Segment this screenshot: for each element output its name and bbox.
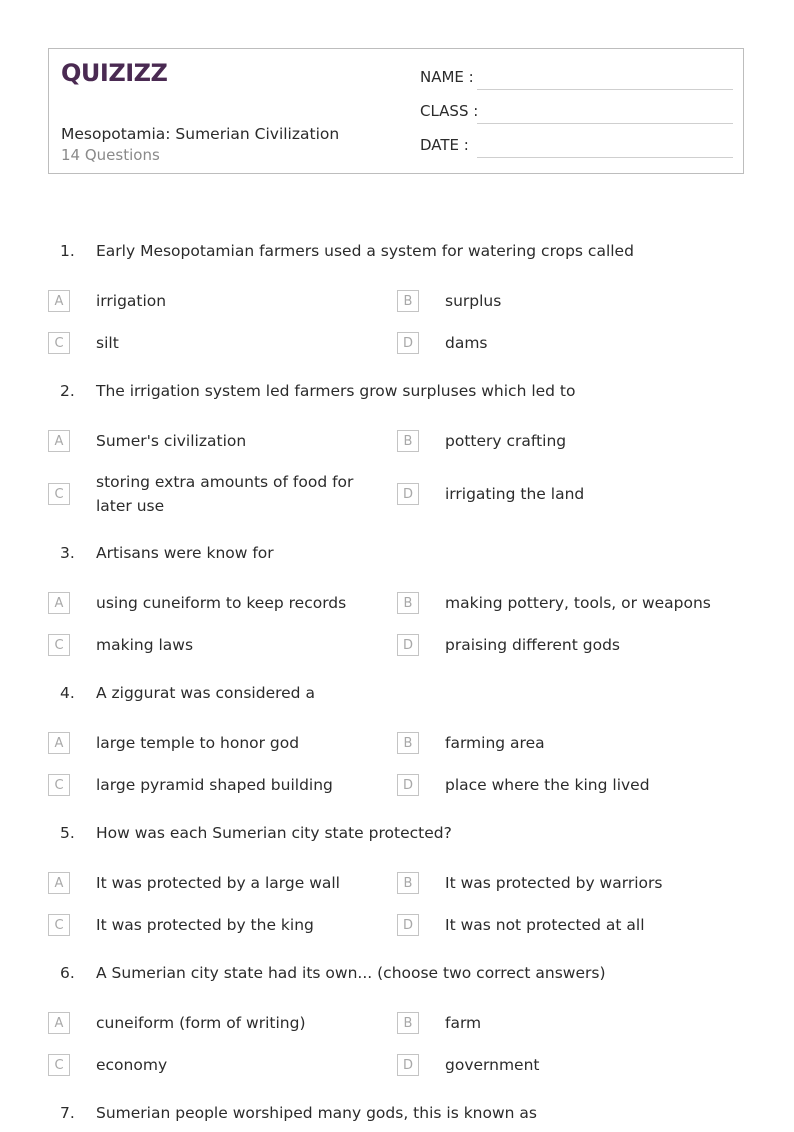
date-line [477,157,733,158]
option-text: It was not protected at all [445,916,645,934]
question-text: Early Mesopotamian farmers used a system for watering crops called [96,242,634,260]
option-text: large pyramid shaped building [96,776,333,794]
option-letter-box: B [397,290,419,312]
option-text: making pottery, tools, or weapons [445,594,711,612]
question-text: How was each Sumerian city state protected? [96,824,452,842]
option-letter-box: A [48,732,70,754]
option-text: farming area [445,734,545,752]
option-text: government [445,1056,540,1074]
option-letter-box: D [397,332,419,354]
option-letter-box: D [397,483,419,505]
option-text: irrigating the land [445,485,585,503]
option-text: farm [445,1014,482,1032]
option-letter-box: A [48,872,70,894]
option-text: irrigation [96,292,167,310]
option-letter-box: B [397,872,419,894]
option-text: Sumer's civilization [96,432,247,450]
question-1 [0,242,794,270]
option-letter-box: D [397,1054,419,1076]
question-text: Artisans were know for [96,544,274,562]
question-3 [0,544,794,572]
option-letter-box: D [397,634,419,656]
question-number: 2. [60,382,75,400]
question-number: 4. [60,684,75,702]
option-letter-box: A [48,592,70,614]
worksheet-title: Mesopotamia: Sumerian Civilization [61,125,340,143]
option-text: making laws [96,636,194,654]
question-5 [0,824,794,852]
name-label: NAME : [420,68,474,86]
option-letter-box: A [48,430,70,452]
question-text: The irrigation system led farmers grow surpluses which led to [96,382,576,400]
worksheet-header [48,48,744,174]
option-text: It was protected by a large wall [96,874,340,892]
option-letter-box: C [48,332,70,354]
option-text: storing extra amounts of food for later use [96,473,354,515]
option-letter-box: C [48,914,70,936]
class-label: CLASS : [420,102,479,120]
option-letter-box: C [48,483,70,505]
question-text: A Sumerian city state had its own... (choose two correct answers) [96,964,606,982]
question-4 [0,684,794,712]
option-text: economy [96,1056,168,1074]
option-text: place where the king lived [445,776,650,794]
question-number: 6. [60,964,75,982]
option-text: using cuneiform to keep records [96,594,347,612]
option-text: praising different gods [445,636,620,654]
option-letter-box: C [48,774,70,796]
option-text: large temple to honor god [96,734,300,752]
date-label: DATE : [420,136,469,154]
option-text: dams [445,334,488,352]
option-letter-box: D [397,774,419,796]
option-text: cuneiform (form of writing) [96,1014,306,1032]
option-letter-box: B [397,430,419,452]
option-text: pottery crafting [445,432,567,450]
option-letter-box: C [48,634,70,656]
question-text: Sumerian people worshiped many gods, this is known as [96,1104,537,1122]
question-number: 5. [60,824,75,842]
option-letter-box: A [48,290,70,312]
option-letter-box: B [397,592,419,614]
option-text: It was protected by the king [96,916,314,934]
option-letter-box: C [48,1054,70,1076]
name-line [477,89,733,90]
question-2 [0,382,794,410]
question-text: A ziggurat was considered a [96,684,315,702]
option-text: surplus [445,292,502,310]
question-count: 14 Questions [61,146,160,164]
option-letter-box: D [397,914,419,936]
question-number: 3. [60,544,75,562]
quizizz-logo: QUIZIZZ [61,59,168,87]
question-7 [0,1104,794,1132]
question-number: 7. [60,1104,75,1122]
option-letter-box: B [397,732,419,754]
class-line [477,123,733,124]
option-letter-box: B [397,1012,419,1034]
option-letter-box: A [48,1012,70,1034]
option-text: silt [96,334,119,352]
question-number: 1. [60,242,75,260]
question-6 [0,964,794,992]
option-text: It was protected by warriors [445,874,663,892]
